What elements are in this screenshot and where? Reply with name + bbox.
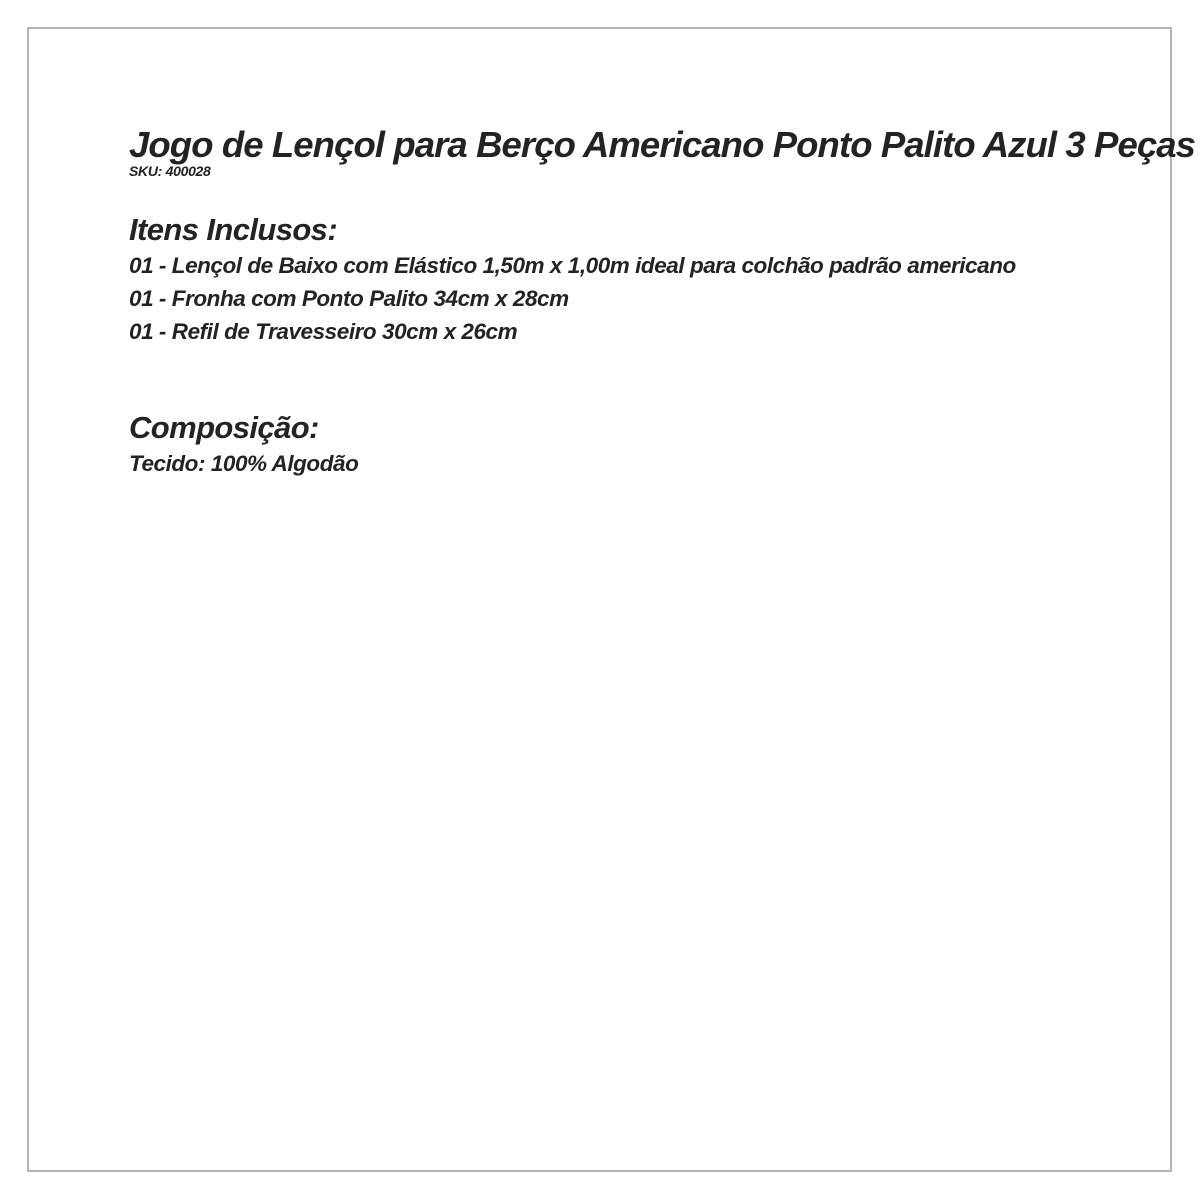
page-frame [27,27,1196,1172]
composition-heading: Composição: [129,410,319,445]
list-item: 01 - Lençol de Baixo com Elástico 1,50m x 1,00m ideal para colchão padrão americano [129,253,1016,278]
list-item: 01 - Fronha com Ponto Palito 34cm x 28cm [129,286,569,311]
items-included-heading: Itens Inclusos: [129,212,338,247]
product-title: Jogo de Lençol para Berço Americano Ponto Palito Azul 3 Peças [129,124,1196,165]
list-item: 01 - Refil de Travesseiro 30cm x 26cm [129,319,518,344]
composition-text: Tecido: 100% Algodão [129,451,359,476]
items-included-list [129,249,1150,348]
product-sku: SKU: 400028 [129,163,211,179]
product-description [129,123,1196,480]
